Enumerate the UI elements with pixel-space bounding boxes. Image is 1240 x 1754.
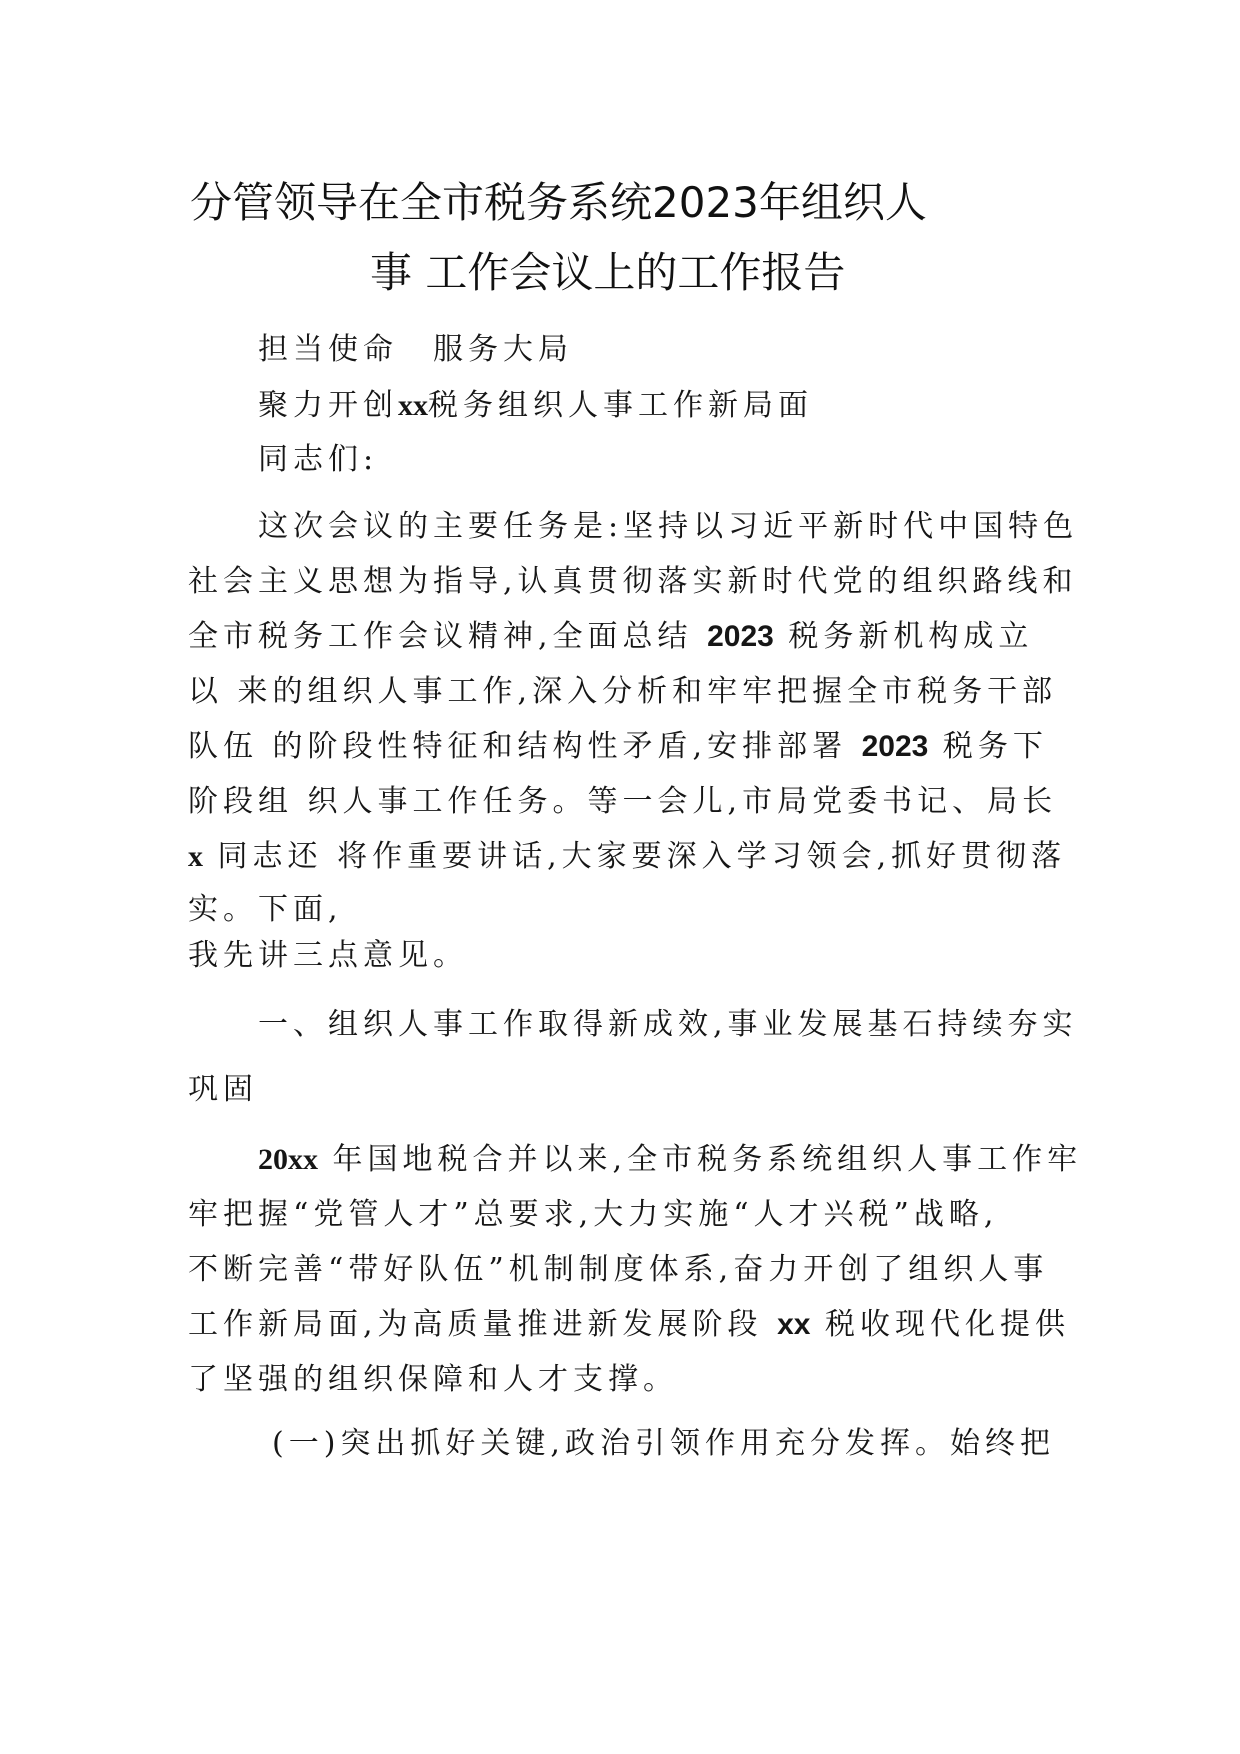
subtitle-1: 担当使命 服务大局 (258, 332, 573, 367)
para2-line-5: 了坚强的组织保障和人才支撑。 (188, 1362, 678, 1397)
para2-line-2: 牢把握“党管人才”总要求,大力实施“人才兴税”战略, (188, 1197, 999, 1232)
para1-line-3 (188, 617, 1033, 657)
para1-line-4: 以 来的组织人事工作,深入分析和牢牢把握全市税务干部 (188, 674, 1058, 709)
para1-line-5-bold: 2023 (861, 730, 929, 763)
para2-line-1-bold: 20xx (258, 1143, 318, 1176)
para2-line-4 (188, 1305, 1070, 1345)
para1-line-3-post: 税务新机构成立 (773, 619, 1034, 654)
heading-1-line-1: 一、组织人事工作取得新成效,事业发展基石持续夯实 (258, 1007, 1078, 1042)
subtitle-2 (258, 386, 813, 426)
para1-line-1: 这次会议的主要任务是:坚持以习近平新时代中国特色 (258, 509, 1079, 544)
para3-line-1: (一)突出抓好关键,政治引领作用充分发挥。始终把 (272, 1426, 1055, 1461)
para1-line-5 (188, 727, 1048, 767)
para1-line-9: 我先讲三点意见。 (188, 938, 468, 973)
para1-line-7-bold: x (188, 840, 203, 873)
para2-line-1-post: 年国地税合并以来,全市税务系统组织人事工作牢 (318, 1142, 1083, 1177)
para2-line-1 (258, 1140, 1082, 1180)
para2-line-4-pre: 工作新局面,为高质量推进新发展阶段 (188, 1307, 778, 1342)
para2-line-4-post: 税收现代化提供 (810, 1307, 1070, 1342)
subtitle-2-bold: xx (398, 389, 428, 422)
document-title-line-2: 事 工作会议上的工作报告 (370, 248, 846, 297)
document-title-line-1: 分管领导在全市税务系统2023年组织人 (190, 178, 927, 227)
subtitle-2-pre: 聚力开创 (258, 388, 398, 423)
para1-line-5-post: 税务下 (928, 729, 1048, 764)
para1-line-2: 社会主义思想为指导,认真贯彻落实新时代党的组织路线和 (188, 564, 1078, 599)
heading-1-line-2: 巩固 (188, 1072, 258, 1107)
para1-line-7 (188, 837, 1066, 877)
para2-line-4-bold: xx (777, 1308, 811, 1341)
para1-line-7-post: 同志还 将作重要讲话,大家要深入学习领会,抓好贯彻落 (203, 839, 1067, 874)
salutation: 同志们: (258, 442, 379, 477)
para1-line-6: 阶段组 织人事工作任务。等一会儿,市局党委书记、局长 (188, 784, 1058, 819)
para1-line-3-bold: 2023 (707, 620, 774, 653)
para1-line-3-pre: 全市税务工作会议精神,全面总结 (188, 619, 708, 654)
para1-line-5-pre: 队伍 的阶段性特征和结构性矛盾,安排部署 (188, 729, 862, 764)
para1-line-8: 实。下面, (188, 892, 343, 927)
subtitle-2-post: 税务组织人事工作新局面 (428, 388, 813, 423)
para2-line-3: 不断完善“带好队伍”机制制度体系,奋力开创了组织人事 (188, 1252, 1049, 1287)
